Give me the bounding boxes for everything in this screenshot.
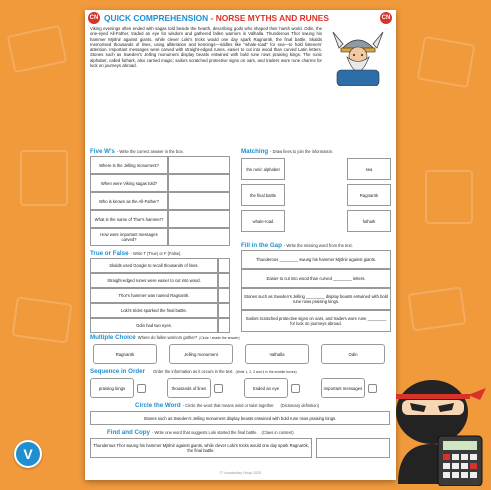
multiple-choice-option[interactable]: Odin <box>321 344 385 364</box>
ninja-mascot-icon <box>384 360 488 486</box>
matching-left-item: whale-road <box>241 210 285 232</box>
background-book-outline <box>425 170 473 224</box>
true-false-answer-box[interactable] <box>218 303 230 318</box>
matching-title: Matching - Draw lines to join the information. <box>241 148 334 155</box>
true-false-statement: Odin had two eyes. <box>90 318 218 333</box>
matching-left-item: the final battle <box>241 184 285 206</box>
true-false-statement: Thor's hammer was named Ragnarök. <box>90 288 218 303</box>
viking-illustration <box>329 26 387 86</box>
cn-badge-right: CN <box>380 12 392 24</box>
true-false-answer-box[interactable] <box>218 273 230 288</box>
multiple-choice-option[interactable]: Ragnarök <box>93 344 157 364</box>
background-book-outline <box>417 36 476 88</box>
multiple-choice-option[interactable]: Valhalla <box>245 344 309 364</box>
circle-word-sentence[interactable]: Stones such as Sweden's Jelling monument display beasts entwined with bold rune rows praising kings. <box>90 411 390 425</box>
five-ws-answer-box[interactable] <box>168 192 230 210</box>
background-book-outline <box>11 296 72 343</box>
fill-gap-sentence: Easier to cut into wood than curved ________ letters. <box>241 269 391 288</box>
true-false-answer-box[interactable] <box>218 318 230 333</box>
five-ws-question: When were Viking sagas told? <box>90 174 168 192</box>
true-false-title: True or False - Write T (True) or F (False). <box>90 250 182 257</box>
sequence-item: important messages <box>321 378 365 398</box>
find-copy-sentence: Thunderous Thor swung his hammer Mjölnir against giants, while clever Loki's tricks would one day spark Ragnarök, the final battle. <box>90 438 312 458</box>
sequence-item: traded an eye <box>244 378 288 398</box>
worksheet-title: QUICK COMPREHENSION - NORSE MYTHS AND RUNES <box>104 13 329 23</box>
fill-gap-sentence: Thunderous ________ swung his hammer Mjölnir against giants. <box>241 250 391 269</box>
fill-gap-title: Fill in the Gap - Write the missing word from the text. <box>241 242 353 249</box>
matching-right-item: Ragnarök <box>347 184 391 206</box>
multiple-choice-title: Multiple Choice Where do fallen warriors gather? (Circle / shade the answer) <box>90 334 240 341</box>
sequence-number-box[interactable] <box>137 384 146 393</box>
sequence-item: thousands of lines <box>167 378 211 398</box>
background-book-outline <box>7 25 68 73</box>
five-ws-question: How were important messages carved? <box>90 228 168 246</box>
sequence-item: praising kings <box>90 378 134 398</box>
five-ws-question: Who is known as the All-Father? <box>90 192 168 210</box>
calculator-icon <box>438 436 482 486</box>
fill-gap-sentence: Sailors scratched protective signs on oars, and traders wore rune ________ for luck on journeys abroad. <box>241 310 391 332</box>
cn-badge-left: CN <box>88 12 100 24</box>
multiple-choice-option[interactable]: Jelling monument <box>169 344 233 364</box>
five-ws-question: Where is the Jelling monument? <box>90 156 168 174</box>
true-false-answer-box[interactable] <box>218 288 230 303</box>
matching-right-item: futhark <box>347 210 391 232</box>
background-book-outline <box>408 286 467 331</box>
true-false-statement: Loki's tricks sparked the final battle. <box>90 303 218 318</box>
five-ws-question: What is the name of Thor's hammer? <box>90 210 168 228</box>
worksheet <box>85 10 396 480</box>
fill-gap-sentence: Stones such as Sweden's Jelling ________ display beasts entwined with bold rune rows praising kings. <box>241 288 391 310</box>
worksheet-header <box>88 12 393 25</box>
sequence-number-box[interactable] <box>368 384 377 393</box>
five-ws-answer-box[interactable] <box>168 228 230 246</box>
sequence-number-box[interactable] <box>291 384 300 393</box>
true-false-statement: Straight-edged runes were easier to cut into wood. <box>90 273 218 288</box>
sequence-title: Sequence in Order Order the information as it occurs in the text. (Write 1, 2, 3 and 4 in the smaller boxes) <box>90 368 297 375</box>
find-copy-answer-box[interactable] <box>316 438 390 458</box>
reading-passage: Viking evenings often ended with sagas told beside the hearth, describing gods who shaped their harsh world. Odin, the one-eyed All-Father, traded an eye for wisdom and gathered fallen warriors in Valhalla. Thunderous Thor swung his hammer Mjölnir against giants, while clever Loki's tricks would one day spark Ragnarök, the final battle. Skalds memorised thousands of lines, using alliteration and kennings—riddles like "whale-road" for sea—to hold listeners' attention. Important messages were carved with straight-edged runes, easier to cut into wood than curved Latin letters. Stones such as Sweden's Jelling monument display beasts entwined with bold rune rows praising kings. The runic alphabet, called futhark, also carried magic; sailors scratched protective signs on oars, and traders wore rune charms for luck on journeys abroad. <box>90 26 322 69</box>
vocabulary-ninja-logo <box>14 440 42 468</box>
true-false-statement: Skalds used Google to recall thousands of lines. <box>90 258 218 273</box>
matching-right-item: sea <box>347 158 391 180</box>
five-ws-title: Five W's - Write the correct answer in the box. <box>90 148 184 155</box>
five-ws-answer-box[interactable] <box>168 174 230 192</box>
svg-text:V: V <box>23 446 33 462</box>
sequence-number-box[interactable] <box>214 384 223 393</box>
five-ws-answer-box[interactable] <box>168 156 230 174</box>
find-copy-title: Find and Copy - Write one word that suggests Loki started the final battle. (Clues in content) <box>107 429 294 436</box>
five-ws-answer-box[interactable] <box>168 210 230 228</box>
true-false-answer-box[interactable] <box>218 258 230 273</box>
copyright-footer: © Vocabulary Ninja 2025 <box>219 471 262 475</box>
circle-word-title: Circle the Word - Circle the word that means wind or twist together. (Dictionary definition) <box>135 402 319 409</box>
logo-icon <box>14 440 42 468</box>
matching-left-item: the runic alphabet <box>241 158 285 180</box>
background-book-outline <box>20 150 68 206</box>
